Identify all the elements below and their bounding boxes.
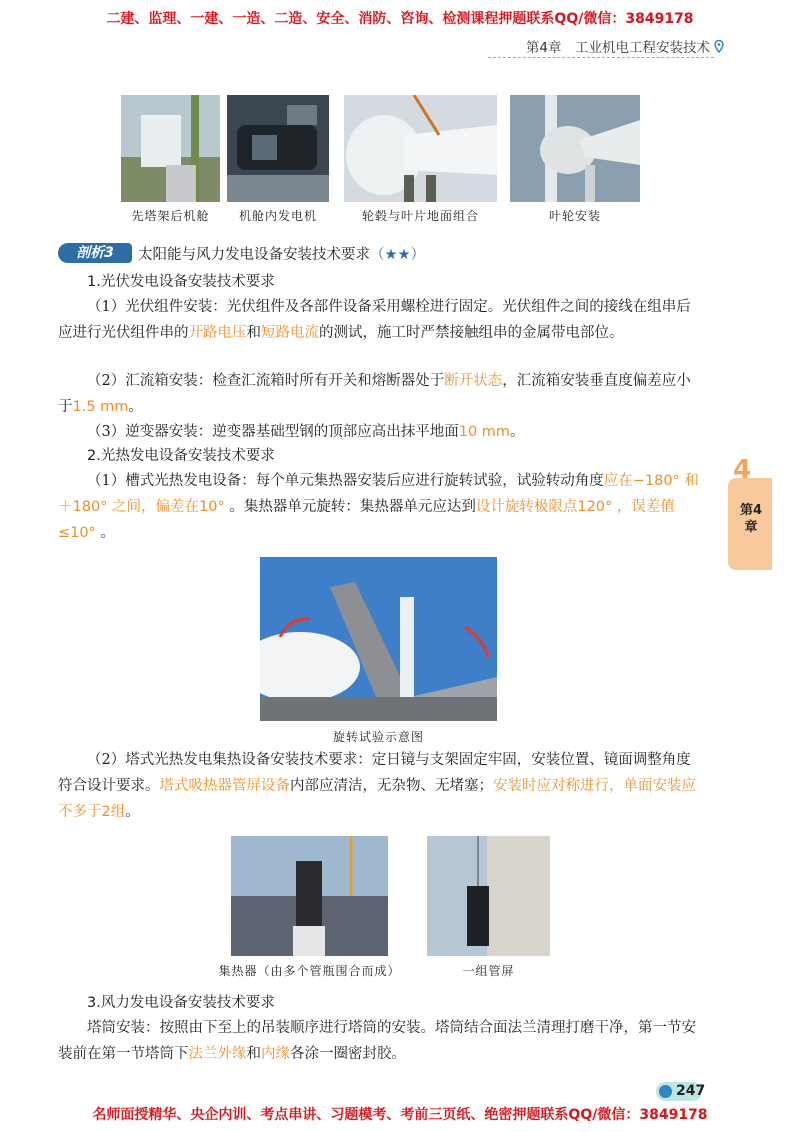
bottom-banner: 名师面授精华、央企内训、考点串讲、习题模考、考前三页纸、绝密押题联系QQ/微信：3849178 [92, 1107, 708, 1123]
heading-solar-thermal: 2.光热发电设备安装技术要求 [87, 448, 275, 464]
photo-tube-panel [427, 836, 550, 956]
combiner-box-paragraph: （2）汇流箱安装：检查汇流箱时所有开关和熔断器处于断开状态，汇流箱安装垂直度偏差应小于1.5 mm。 [58, 373, 691, 415]
photo-tower-nacelle [121, 95, 220, 202]
heading-pv: 1.光伏发电设备安装技术要求 [87, 274, 275, 290]
tower-solar-paragraph: （2）塔式光热发电集热设备安装技术要求：定日镜与支架固定牢固，安装位置、镜面调整角度符合设计要求。塔式吸热器管屏设备内部应清洁，无杂物、无堵塞；安装时应对称进行，单面安装应不多于2组。 [58, 752, 696, 820]
photo-hub-blade-assembly [344, 95, 497, 202]
top-banner: 二建、监理、一建、一造、二造、安全、消防、咨询、检测课程押题联系QQ/微信：3849178 [106, 11, 694, 27]
caption-rotor: 叶轮安装 [548, 209, 601, 223]
caption-tower-nacelle: 先塔架后机舱 [131, 209, 210, 223]
caption-generator: 机舱内发电机 [238, 209, 317, 223]
section-title-text: 太阳能与风力发电设备安装技术要求 [138, 247, 370, 263]
photo-generator-in-nacelle [227, 95, 329, 202]
location-pin-icon [714, 38, 724, 51]
caption-tube-panel: 一组管屏 [462, 964, 515, 978]
photo-rotor-installation [510, 95, 640, 202]
photo-collector-tower [231, 836, 388, 956]
section-title [138, 243, 425, 264]
caption-collector: 集热器（由多个管瓶围合而成） [218, 964, 401, 978]
photo-rotation-test [260, 557, 497, 721]
importance-stars: （★★） [370, 247, 425, 263]
chapter-side-number: 4 [733, 455, 752, 485]
chapter-header: 第4章 工业机电工程安装技术 [525, 40, 710, 56]
page-play-icon [659, 1085, 672, 1098]
chapter-side-label: 第4章 [739, 503, 763, 535]
caption-rotation-test: 旋转试验示意图 [332, 730, 424, 744]
pv-module-paragraph: （1）光伏组件安装：光伏组件及各部件设备采用螺栓进行固定。光伏组件之间的接线在组串后应进行光伏组件串的开路电压和短路电流的测试，施工时严禁接触组串的金属带电部位。 [58, 299, 691, 341]
caption-hub-blade: 轮毂与叶片地面组合 [361, 209, 479, 223]
header-divider [488, 57, 714, 58]
inverter-paragraph: （3）逆变器安装：逆变器基础型钢的顶部应高出抹平地面10 mm。 [87, 424, 525, 440]
trough-paragraph: （1）槽式光热发电设备：每个单元集热器安装后应进行旋转试验，试验转动角度应在−180° 和＋180° 之间，偏差在10° 。集热器单元旋转：集热器单元应达到设计旋转极限点120° ，误差值≤10° 。 [58, 473, 699, 541]
heading-wind: 3.风力发电设备安装技术要求 [87, 995, 275, 1011]
section-badge: 剖析3 [58, 243, 132, 263]
tower-tube-paragraph: 塔筒安装：按照由下至上的吊装顺序进行塔筒的安装。塔筒结合面法兰清理打磨干净，第一节安装前在第一节塔筒下法兰外缘和内缘各涂一圈密封胶。 [58, 1020, 696, 1062]
page-number: 247 [676, 1083, 706, 1099]
